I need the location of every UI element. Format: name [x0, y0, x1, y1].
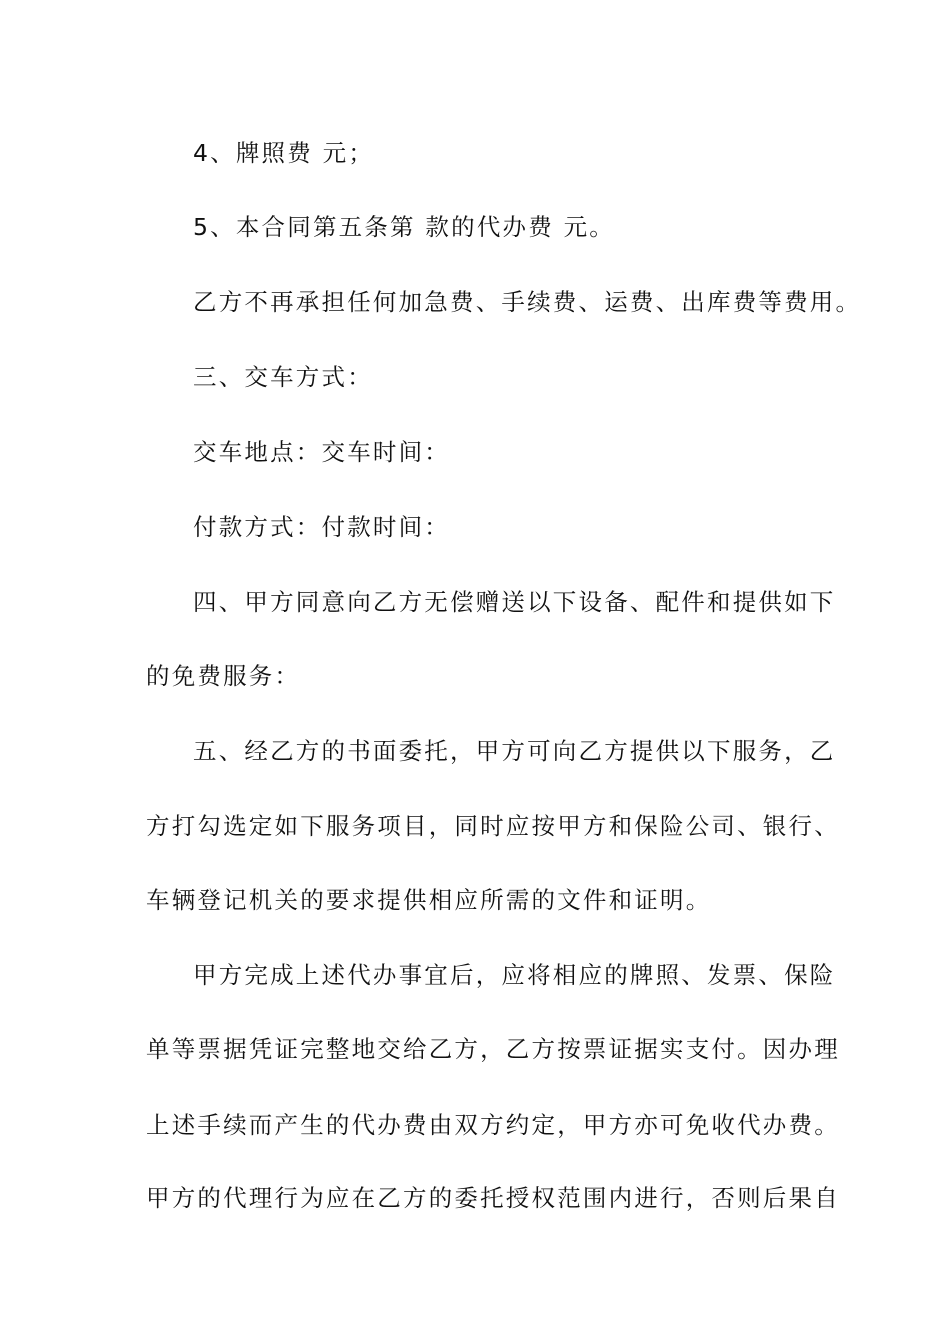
- paragraph-four-line-1: 四、甲方同意向乙方无偿赠送以下设备、配件和提供如下: [193, 588, 836, 616]
- text-line-no-extra-fees: 乙方不再承担任何加急费、手续费、运费、出库费等费用。: [193, 288, 862, 316]
- paragraph-six-line-3: 上述手续而产生的代办费由双方约定，甲方亦可免收代办费。: [146, 1111, 840, 1139]
- paragraph-six-line-4: 甲方的代理行为应在乙方的委托授权范围内进行，否则后果自: [146, 1184, 840, 1212]
- text-line-license-fee: 4、牌照费 元；: [193, 139, 375, 167]
- section-heading-delivery: 三、交车方式：: [193, 363, 373, 391]
- paragraph-five-line-3: 车辆登记机关的要求提供相应所需的文件和证明。: [146, 886, 712, 914]
- paragraph-five-line-1: 五、经乙方的书面委托，甲方可向乙方提供以下服务，乙: [193, 737, 836, 765]
- text-line-agency-fee: 5、本合同第五条第 款的代办费 元。: [193, 213, 615, 241]
- text-line-delivery-place-time: 交车地点：交车时间：: [193, 438, 450, 466]
- text-line-payment-method-time: 付款方式：付款时间：: [193, 513, 450, 541]
- paragraph-four-line-2: 的免费服务：: [146, 662, 301, 690]
- paragraph-six-line-1: 甲方完成上述代办事宜后，应将相应的牌照、发票、保险: [193, 961, 836, 989]
- paragraph-five-line-2: 方打勾选定如下服务项目，同时应按甲方和保险公司、银行、: [146, 812, 840, 840]
- paragraph-six-line-2: 单等票据凭证完整地交给乙方，乙方按票证据实支付。因办理: [146, 1035, 840, 1063]
